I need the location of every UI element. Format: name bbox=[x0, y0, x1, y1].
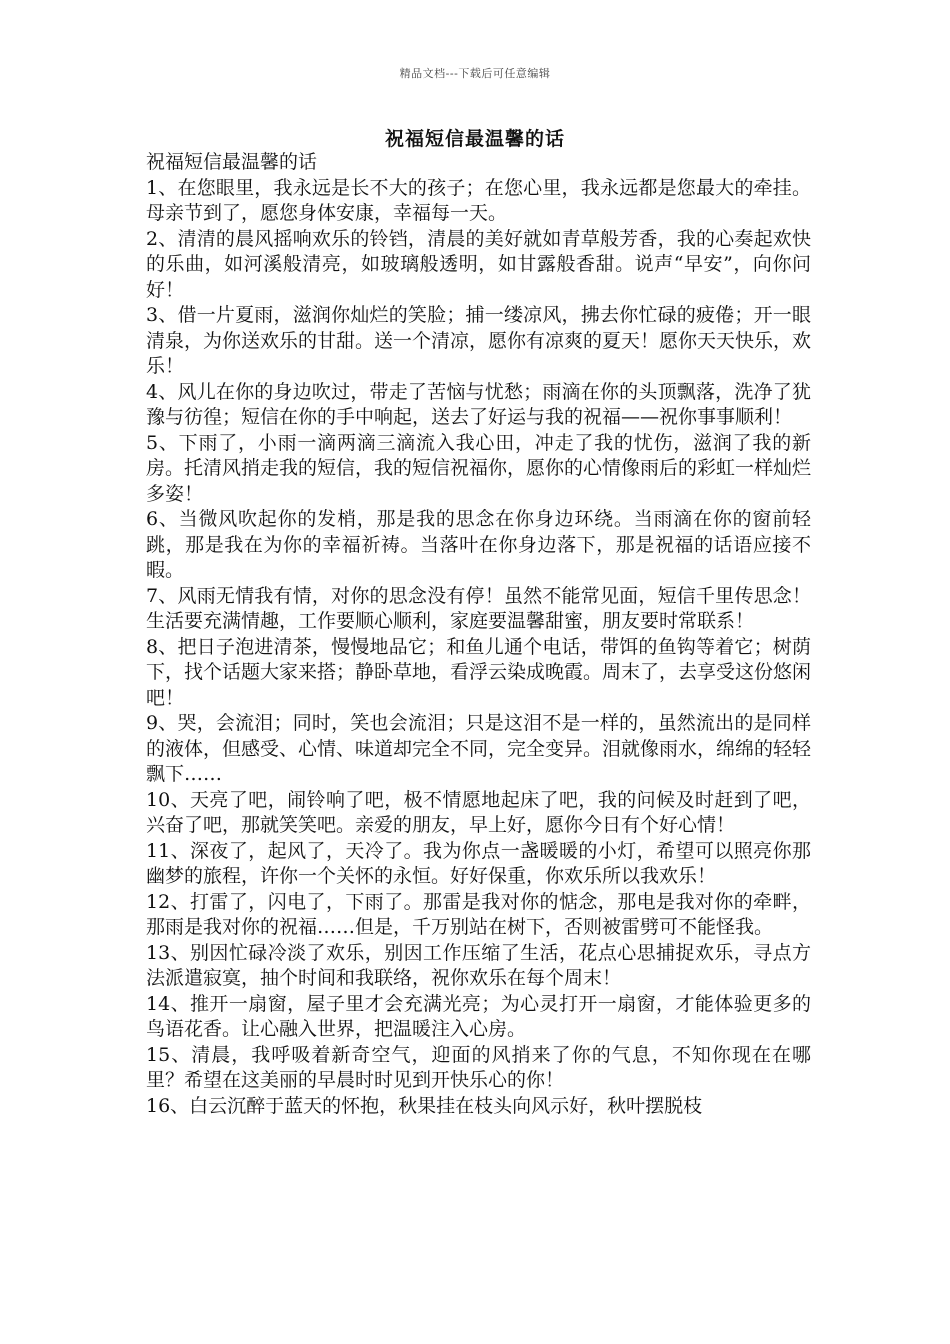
paragraph-12: 12、打雷了，闪电了，下雨了。那雷是我对你的惦念，那电是我对你的牵畔，那雨是我对你的祝福……但是，千万别站在树下，否则被雷劈可不能怪我。 bbox=[146, 890, 811, 938]
paragraph-13: 13、别因忙碌冷淡了欢乐，别因工作压缩了生活，花点心思捕捉欢乐，寻点方法派遣寂寞，抽个时间和我联络，祝你欢乐在每个周末！ bbox=[146, 941, 811, 989]
paragraph-1: 1、在您眼里，我永远是长不大的孩子；在您心里，我永远都是您最大的牵挂。母亲节到了，愿您身体安康，幸福每一天。 bbox=[146, 176, 811, 224]
document-title: 祝福短信最温馨的话 bbox=[384, 128, 565, 150]
paragraph-16: 16、白云沉醉于蓝天的怀抱，秋果挂在枝头向风示好，秋叶摆脱枝 bbox=[146, 1094, 703, 1117]
paragraph-8: 8、把日子泡进清茶，慢慢地品它；和鱼儿通个电话，带饵的鱼钩等着它；树荫下，找个话题大家来搭；静卧草地，看浮云染成晚霞。周末了，去享受这份悠闲吧！ bbox=[146, 635, 812, 709]
document-body bbox=[146, 150, 811, 1119]
paragraph-3: 3、借一片夏雨，滋润你灿烂的笑脸；捕一缕凉风，拂去你忙碌的疲倦；开一眼清泉，为你送欢乐的甘甜。送一个清凉，愿你有凉爽的夏天！愿你天天快乐，欢乐！ bbox=[146, 304, 812, 377]
paragraph-4: 4、风儿在你的身边吹过，带走了苦恼与忧愁；雨滴在你的头顶飘落，洗净了犹豫与彷徨；短信在你的手中响起，送去了好运与我的祝福——祝你事事顺利！ bbox=[146, 380, 811, 428]
paragraph-5: 5、下雨了，小雨一滴两滴三滴流入我心田，冲走了我的忧伤，滋润了我的新房。托清风捎走我的短信，我的短信祝福你，愿你的心情像雨后的彩虹一样灿烂多姿！ bbox=[146, 431, 812, 505]
paragraph-15: 15、清晨，我呼吸着新奇空气，迎面的风捎来了你的气息，不知你现在在哪里？希望在这美丽的早晨时时见到开快乐心的你！ bbox=[146, 1043, 811, 1091]
paragraph-7: 7、风雨无情我有情，对你的思念没有停！虽然不能常见面，短信千里传思念！生活要充满情趣，工作要顺心顺利，家庭要温馨甜蜜，朋友要时常联系！ bbox=[146, 584, 811, 632]
document-subtitle: 祝福短信最温馨的话 bbox=[146, 151, 318, 173]
paragraph-10: 10、天亮了吧，闹铃响了吧，极不情愿地起床了吧，我的问候及时赶到了吧，兴奋了吧，那就笑笑吧。亲爱的朋友，早上好，愿你今日有个好心情！ bbox=[146, 788, 811, 836]
header-note: 精品文档---下载后可任意编辑 bbox=[399, 67, 551, 80]
paragraph-6: 6、当微风吹起你的发梢，那是我的思念在你身边环绕。当雨滴在你的窗前轻跳，那是我在为你的幸福祈祷。当落叶在你身边落下，那是祝福的话语应接不暇。 bbox=[146, 508, 811, 581]
paragraph-11: 11、深夜了，起风了，天冷了。我为你点一盏暖暖的小灯，希望可以照亮你那幽梦的旅程，许你一个关怀的永恒。好好保重，你欢乐所以我欢乐！ bbox=[146, 839, 811, 887]
paragraph-14: 14、推开一扇窗，屋子里才会充满光亮；为心灵打开一扇窗，才能体验更多的鸟语花香。让心融入世界，把温暖注入心房。 bbox=[146, 992, 811, 1040]
paragraph-9: 9、哭，会流泪；同时，笑也会流泪；只是这泪不是一样的，虽然流出的是同样的液体，但感受、心情、味道却完全不同，完全变异。泪就像雨水，绵绵的轻轻飘下…… bbox=[146, 712, 812, 785]
paragraph-2: 2、清清的晨风摇响欢乐的铃铛，清晨的美好就如青草般芳香，我的心奏起欢快的乐曲，如河溪般清亮，如玻璃般透明，如甘露般香甜。说声“早安”，向你问好！ bbox=[146, 227, 811, 301]
